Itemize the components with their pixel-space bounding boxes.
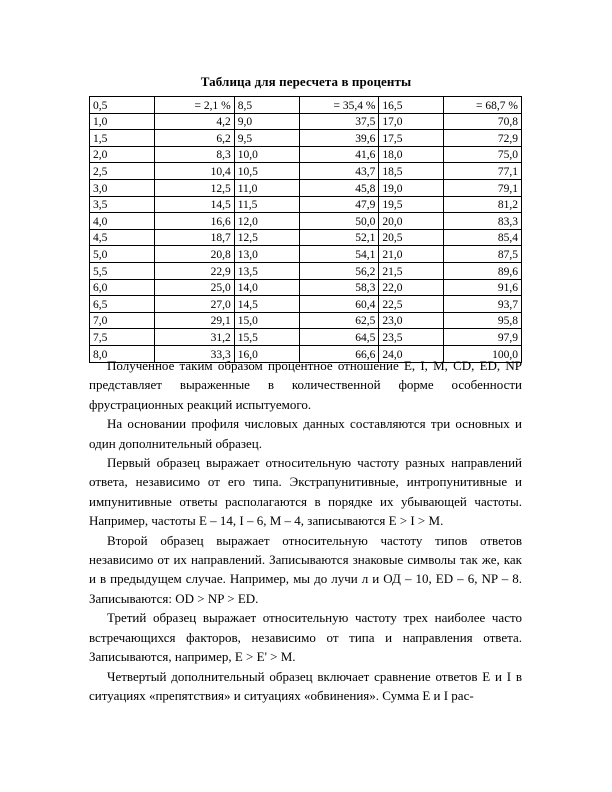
percent-cell: 64,5 xyxy=(299,329,379,346)
score-cell: 19,5 xyxy=(379,196,444,213)
score-cell: 11,0 xyxy=(234,179,299,196)
table-row xyxy=(90,329,522,346)
score-cell: 14,0 xyxy=(234,279,299,296)
percent-cell: 58,3 xyxy=(299,279,379,296)
score-cell: 5,0 xyxy=(90,246,155,263)
percent-cell: 70,8 xyxy=(444,113,522,130)
percent-cell: 33,3 xyxy=(154,345,234,362)
score-cell: 15,5 xyxy=(234,329,299,346)
score-cell: 13,0 xyxy=(234,246,299,263)
score-cell: 16,5 xyxy=(379,97,444,114)
paragraph: Четвертый дополнительный образец включает сравнение ответов E и I в ситуациях «препятствия» и ситуациях «обвинения». Сумма E и I рас- xyxy=(89,668,522,703)
score-cell: 21,5 xyxy=(379,262,444,279)
score-cell: 10,0 xyxy=(234,146,299,163)
score-cell: 15,0 xyxy=(234,312,299,329)
score-cell: 17,5 xyxy=(379,130,444,147)
score-cell: 12,0 xyxy=(234,213,299,230)
score-cell: 18,0 xyxy=(379,146,444,163)
score-cell: 20,5 xyxy=(379,229,444,246)
percent-cell: = 68,7 % xyxy=(444,97,522,114)
score-cell: 21,0 xyxy=(379,246,444,263)
percent-cell: 18,7 xyxy=(154,229,234,246)
score-cell: 13,5 xyxy=(234,262,299,279)
score-cell: 0,5 xyxy=(90,97,155,114)
percent-cell: 79,1 xyxy=(444,179,522,196)
percent-cell: 47,9 xyxy=(299,196,379,213)
score-cell: 11,5 xyxy=(234,196,299,213)
score-cell: 23,5 xyxy=(379,329,444,346)
score-cell: 19,0 xyxy=(379,179,444,196)
table-row xyxy=(90,97,522,114)
table-row xyxy=(90,246,522,263)
percent-cell: 77,1 xyxy=(444,163,522,180)
table-row xyxy=(90,279,522,296)
table-row xyxy=(90,113,522,130)
paragraph: Полученное таким образом процентное отношение E, I, M, CD, ED, NP представляет выраженные в количественной форме особенности фрустрационных реакций испытуемого. xyxy=(89,358,522,412)
percent-cell: 27,0 xyxy=(154,296,234,313)
percent-cell: 20,8 xyxy=(154,246,234,263)
score-cell: 7,5 xyxy=(90,329,155,346)
score-cell: 9,5 xyxy=(234,130,299,147)
table-row xyxy=(90,296,522,313)
percent-cell: 91,6 xyxy=(444,279,522,296)
percent-cell: 54,1 xyxy=(299,246,379,263)
score-cell: 7,0 xyxy=(90,312,155,329)
score-cell: 8,5 xyxy=(234,97,299,114)
score-cell: 4,5 xyxy=(90,229,155,246)
score-cell: 3,5 xyxy=(90,196,155,213)
percent-cell: 45,8 xyxy=(299,179,379,196)
percent-cell: = 2,1 % xyxy=(154,97,234,114)
table-row xyxy=(90,130,522,147)
percent-cell: 43,7 xyxy=(299,163,379,180)
score-cell: 18,5 xyxy=(379,163,444,180)
percent-cell: = 35,4 % xyxy=(299,97,379,114)
score-cell: 17,0 xyxy=(379,113,444,130)
percent-cell: 39,6 xyxy=(299,130,379,147)
table-row xyxy=(90,229,522,246)
table-row xyxy=(90,262,522,279)
percent-cell: 12,5 xyxy=(154,179,234,196)
percent-cell: 93,7 xyxy=(444,296,522,313)
score-cell: 5,5 xyxy=(90,262,155,279)
table-row xyxy=(90,213,522,230)
paragraph: Первый образец выражает относительную частоту разных направлений ответа, независимо от его типа. Экстрапунитивные, интропунитивные и импунитивные ответы располагаются в порядке их убывающей частоты. Например, частоты E – 14, I – 6, M – 4, записываются E > I > M. xyxy=(89,455,522,529)
score-cell: 22,5 xyxy=(379,296,444,313)
paragraph: Второй образец выражает относительную частоту типов ответов независимо от их направлений. Записываются знаковые символы так же, как и в предыдущем случае. Например, мы до лучи л и ОД – 10, ED – 6, NP – 8. Записываются: OD > NP > ED. xyxy=(89,532,522,606)
percent-cell: 25,0 xyxy=(154,279,234,296)
score-cell: 2,0 xyxy=(90,146,155,163)
percent-cell: 56,2 xyxy=(299,262,379,279)
percent-cell: 85,4 xyxy=(444,229,522,246)
score-cell: 24,0 xyxy=(379,345,444,362)
percent-cell: 52,1 xyxy=(299,229,379,246)
percent-cell: 6,2 xyxy=(154,130,234,147)
percent-cell: 60,4 xyxy=(299,296,379,313)
percent-cell: 10,4 xyxy=(154,163,234,180)
percent-cell: 97,9 xyxy=(444,329,522,346)
percent-cell: 8,3 xyxy=(154,146,234,163)
score-cell: 10,5 xyxy=(234,163,299,180)
percent-cell: 87,5 xyxy=(444,246,522,263)
percent-cell: 95,8 xyxy=(444,312,522,329)
score-cell: 1,5 xyxy=(90,130,155,147)
percent-cell: 75,0 xyxy=(444,146,522,163)
score-cell: 1,0 xyxy=(90,113,155,130)
paragraph: На основании профиля числовых данных составляются три основных и один дополнительный образец. xyxy=(89,416,522,451)
score-cell: 6,0 xyxy=(90,279,155,296)
score-cell: 22,0 xyxy=(379,279,444,296)
score-cell: 12,5 xyxy=(234,229,299,246)
score-cell: 9,0 xyxy=(234,113,299,130)
percent-cell: 72,9 xyxy=(444,130,522,147)
percent-cell: 66,6 xyxy=(299,345,379,362)
score-cell: 2,5 xyxy=(90,163,155,180)
paragraph: Третий образец выражает относительную частоту трех наиболее часто встречающихся факторов, независимо от типа и направления ответа. Записываются, например, E > E' > M. xyxy=(89,610,522,665)
percent-cell: 81,2 xyxy=(444,196,522,213)
score-cell: 14,5 xyxy=(234,296,299,313)
score-cell: 20,0 xyxy=(379,213,444,230)
table-row xyxy=(90,196,522,213)
table-row xyxy=(90,179,522,196)
percent-cell: 16,6 xyxy=(154,213,234,230)
score-cell: 4,0 xyxy=(90,213,155,230)
score-cell: 16,0 xyxy=(234,345,299,362)
percent-cell: 50,0 xyxy=(299,213,379,230)
percent-cell: 4,2 xyxy=(154,113,234,130)
percent-cell: 29,1 xyxy=(154,312,234,329)
percent-cell: 31,2 xyxy=(154,329,234,346)
score-cell: 8,0 xyxy=(90,345,155,362)
percent-cell: 62,5 xyxy=(299,312,379,329)
score-cell: 3,0 xyxy=(90,179,155,196)
percentage-conversion-table xyxy=(89,96,522,363)
percent-cell: 22,9 xyxy=(154,262,234,279)
percent-cell: 37,5 xyxy=(299,113,379,130)
percent-cell: 100,0 xyxy=(444,345,522,362)
body-text xyxy=(89,356,522,705)
percent-cell: 14,5 xyxy=(154,196,234,213)
score-cell: 23,0 xyxy=(379,312,444,329)
table-row xyxy=(90,312,522,329)
percent-cell: 89,6 xyxy=(444,262,522,279)
percent-cell: 83,3 xyxy=(444,213,522,230)
table-row xyxy=(90,146,522,163)
percent-cell: 41,6 xyxy=(299,146,379,163)
table-title: Таблица для пересчета в проценты xyxy=(200,74,412,89)
table-row xyxy=(90,163,522,180)
score-cell: 6,5 xyxy=(90,296,155,313)
